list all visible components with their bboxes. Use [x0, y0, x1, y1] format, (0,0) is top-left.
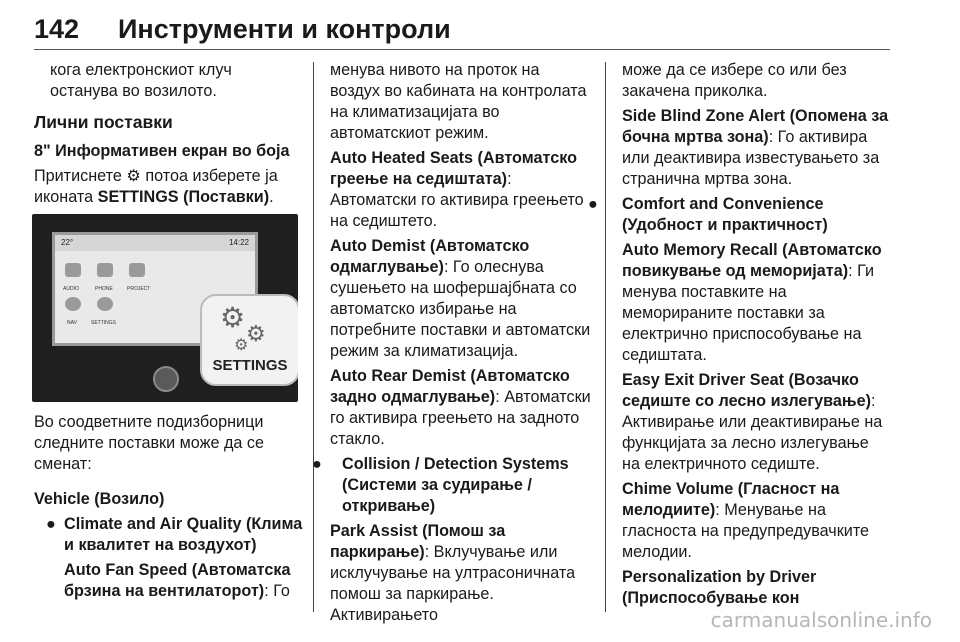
settings-label: SETTINGS (Поставки)	[97, 188, 270, 206]
column-3	[588, 60, 890, 613]
setting-demist: Auto Demist (Автоматско одмаглување): Го олеснува сушењето на шофершајбната со автоматско избирање на потребните поставки и автоматски режим за климатизација.	[330, 237, 591, 360]
gear-icon: ⚙	[246, 321, 266, 346]
column-2	[312, 60, 592, 630]
vehicle-heading: Vehicle (Возило)	[34, 490, 165, 508]
setting-heated-seats: Auto Heated Seats (Автоматско греење на седиштата): Автоматски го активира греењето на седиштето.	[330, 149, 584, 230]
setting-personalization: Personalization by Driver (Приспособување кон	[622, 568, 817, 607]
page-header	[34, 14, 890, 50]
section-heading: Лични поставки	[34, 112, 173, 132]
app-label: SETTINGS	[91, 320, 117, 326]
settings-gear-icon: ⚙	[126, 167, 141, 185]
page-number: 142	[34, 14, 80, 44]
setting-easy-exit: Easy Exit Driver Seat (Возачко седиште со лесно излегување): Активирање или деактивирање на функцијата за лесно излегување на електричното седиште.	[622, 371, 883, 473]
bullet-climate: ● Climate and Air Quality (Клима и квалитет на воздухот)	[46, 515, 303, 554]
page-title: Инструменти и контроли	[118, 14, 451, 44]
watermark: carmanualsonline.info	[710, 608, 932, 632]
bullet-dot: ●	[312, 455, 322, 473]
app-label: NAV	[67, 320, 77, 326]
bullet-comfort: ● Comfort and Convenience (Удобност и практичност)	[588, 195, 828, 234]
bullet-collision: ● Collision / Detection Systems (Системи за судирање / откривање)	[312, 455, 569, 515]
setting-fan: Auto Fan Speed (Автоматска брзина на вентилаторот): Го	[64, 561, 291, 600]
gear-icon: ⚙	[220, 302, 246, 333]
projection-icon	[129, 263, 145, 277]
header-rule	[34, 49, 890, 50]
instruction: Притиснете ⚙ потоа изберете ја иконата SETTINGS (Поставки).	[34, 167, 278, 206]
phone-icon	[97, 263, 113, 277]
menu-knob	[153, 366, 179, 392]
subheading: 8" Информативен екран во боја	[34, 142, 290, 160]
settings-callout-label: SETTINGS	[212, 357, 288, 374]
gear-icon: ⚙	[234, 337, 249, 354]
temperature: 22°	[61, 238, 74, 247]
app-label: PROJECT	[127, 286, 151, 292]
column-divider-1	[313, 62, 314, 612]
status-bar	[55, 235, 255, 251]
continued-text: кога електронскиот клуч останува во возилото.	[50, 61, 232, 100]
setting-rear-demist: Auto Rear Demist (Автоматско задно одмаглување): Автоматски го активира греењето на задното стакло.	[330, 367, 591, 448]
column-divider-2	[605, 62, 606, 612]
clock: 14:22	[228, 238, 249, 247]
app-label: AUDIO	[63, 286, 79, 292]
infotainment-figure	[32, 214, 298, 402]
nav-icon	[65, 297, 81, 311]
setting-chime-volume: Chime Volume (Гласност на мелодиите): Менување на гласноста на предупредувачките мелодии.	[622, 480, 870, 561]
settings-callout	[200, 294, 298, 386]
continued-text: може да се избере со или без закачена приколка.	[622, 61, 847, 100]
setting-park-assist: Park Assist (Помош за паркирање): Вклучување или исклучување на ултрасоничната помош за паркирање. Активирањето	[330, 522, 576, 624]
column-1	[34, 60, 304, 606]
app-label: PHONE	[95, 286, 113, 292]
setting-blind-zone: Side Blind Zone Alert (Опомена за бочна мртва зона): Го активира или деактивира известувањето за странична мртва зона.	[622, 107, 889, 188]
bullet-dot: ●	[46, 515, 56, 533]
bullet-dot: ●	[588, 195, 598, 213]
continued-text: менува нивото на проток на воздух во кабината на контролата на климатизацијата во автоматскиот режим.	[330, 61, 587, 142]
setting-memory-recall: Auto Memory Recall (Автоматско повикување од меморијата): Ги менува поставките на меморираните поставки за електрично приспособување на седиштата.	[622, 241, 882, 364]
settings-icon	[97, 297, 113, 311]
paragraph: Во соодветните подизборници следните поставки може да се сменат:	[34, 413, 264, 473]
audio-icon	[65, 263, 81, 277]
